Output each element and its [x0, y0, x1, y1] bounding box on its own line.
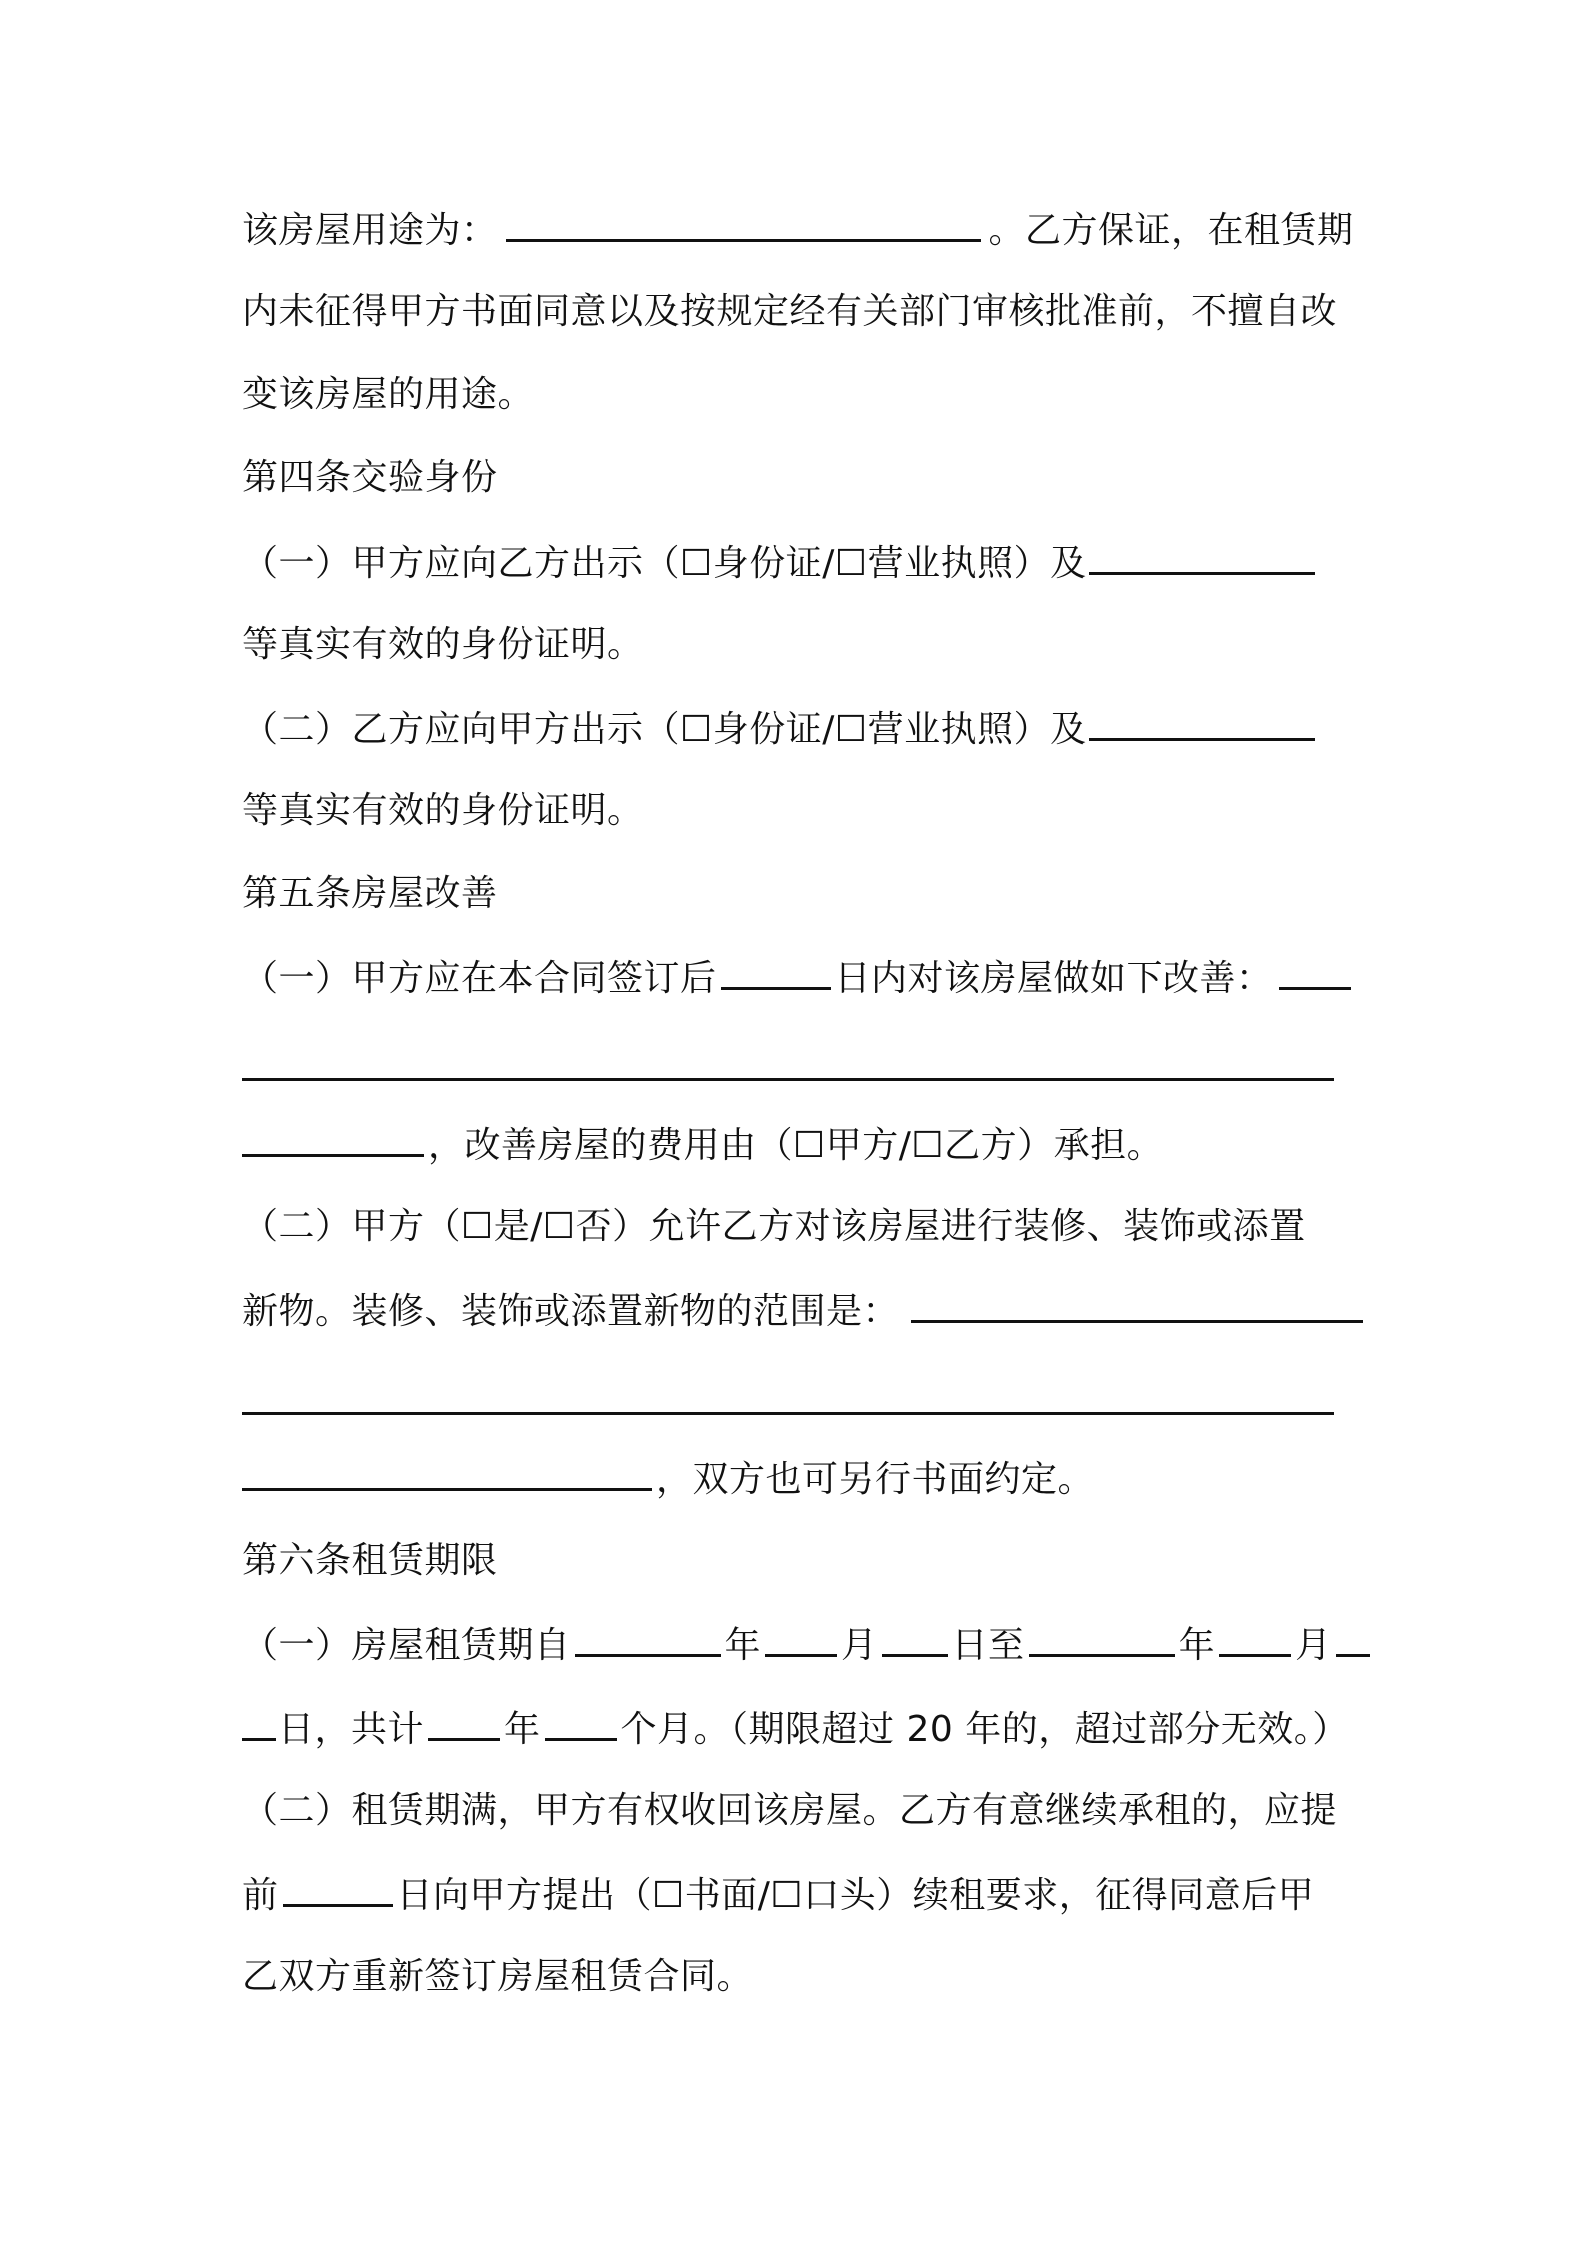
heading-text: 第五条房屋改善 [242, 873, 498, 914]
text-segment: 月 [1295, 1625, 1332, 1666]
fill-blank[interactable] [882, 1620, 948, 1657]
text-line [242, 205, 1354, 253]
text-segment: （二）租赁期满，甲方有权收回该房屋。乙方有意继续承租的，应提 [242, 1790, 1338, 1831]
text-segment: 该房屋用途为： [242, 210, 498, 251]
fill-blank[interactable] [1089, 538, 1315, 575]
fill-blank[interactable] [1089, 704, 1315, 741]
text-line [242, 1704, 1349, 1752]
text-line [242, 1286, 1363, 1334]
text-segment: 年 [504, 1709, 541, 1750]
fill-blank[interactable] [242, 1454, 652, 1491]
fill-blank[interactable] [1219, 1620, 1291, 1657]
text-segment: 年 [724, 1625, 762, 1666]
text-line [242, 704, 1315, 752]
text-line [242, 1787, 1337, 1835]
text-segment: 内未征得甲方书面同意以及按规定经有关部门审核批准前，不擅自改 [242, 291, 1338, 332]
fill-blank[interactable] [575, 1620, 721, 1657]
text-segment: ，双方也可另行书面约定。 [656, 1459, 1095, 1500]
text-segment: 新物。装修、装饰或添置新物的范围是： [242, 1291, 900, 1332]
fill-blank[interactable] [765, 1620, 837, 1657]
text-segment: 等真实有效的身份证明。 [242, 624, 644, 665]
fill-blank[interactable] [506, 205, 981, 242]
text-segment: （一）房屋租赁期自 [242, 1625, 571, 1666]
text-segment: （二）乙方应向甲方出示（☐身份证/☐营业执照）及 [242, 709, 1087, 750]
text-line [242, 1454, 1094, 1502]
section-heading [242, 1537, 498, 1585]
text-segment: 年 [1178, 1625, 1216, 1666]
text-segment: 日，共计 [278, 1709, 425, 1750]
text-segment: （一）甲方应向乙方出示（☐身份证/☐营业执照）及 [242, 543, 1087, 584]
text-line [242, 1620, 1370, 1668]
heading-text: 第六条租赁期限 [242, 1540, 498, 1581]
text-line [242, 371, 534, 419]
fill-blank[interactable] [1279, 953, 1351, 990]
text-segment: 月 [841, 1625, 878, 1666]
fill-rule[interactable] [242, 1412, 1334, 1415]
text-line [242, 787, 644, 835]
fill-blank[interactable] [242, 1704, 276, 1741]
text-segment: 前 [242, 1875, 279, 1916]
text-segment: （二）甲方（☐是/☐否）允许乙方对该房屋进行装修、装饰或添置 [242, 1206, 1306, 1247]
text-line [242, 1120, 1163, 1168]
fill-blank[interactable] [721, 953, 831, 990]
fill-blank[interactable] [1029, 1620, 1175, 1657]
text-segment: 乙双方重新签订房屋租赁合同。 [242, 1956, 754, 1997]
text-segment: ，改善房屋的费用由（☐甲方/☐乙方）承担。 [428, 1125, 1164, 1166]
fill-rule[interactable] [242, 1078, 1334, 1081]
fill-blank[interactable] [545, 1704, 617, 1741]
text-segment: （一）甲方应在本合同签订后 [242, 958, 717, 999]
fill-blank[interactable] [242, 1120, 424, 1157]
text-line [242, 621, 644, 669]
text-line [242, 288, 1337, 336]
text-segment: 日至 [951, 1625, 1025, 1666]
section-heading [242, 870, 498, 918]
text-segment: 变该房屋的用途。 [242, 374, 535, 415]
heading-text: 第四条交验身份 [242, 457, 498, 498]
fill-blank[interactable] [283, 1870, 393, 1907]
text-line [242, 1953, 753, 2001]
fill-blank[interactable] [911, 1286, 1363, 1323]
text-line [242, 953, 1351, 1001]
text-line [242, 1870, 1314, 1918]
section-heading [242, 454, 498, 502]
fill-blank[interactable] [1336, 1620, 1370, 1657]
text-segment: 。乙方保证，在租赁期 [988, 210, 1354, 251]
text-segment: 个月。（期限超过 20 年的，超过部分无效。） [620, 1709, 1349, 1750]
text-segment: 日内对该房屋做如下改善： [834, 958, 1273, 999]
fill-blank[interactable] [428, 1704, 500, 1741]
text-segment: 等真实有效的身份证明。 [242, 790, 644, 831]
text-line [242, 538, 1315, 586]
text-segment: 日向甲方提出（☐书面/☐口头）续租要求，征得同意后甲 [396, 1875, 1315, 1916]
text-line [242, 1203, 1306, 1251]
